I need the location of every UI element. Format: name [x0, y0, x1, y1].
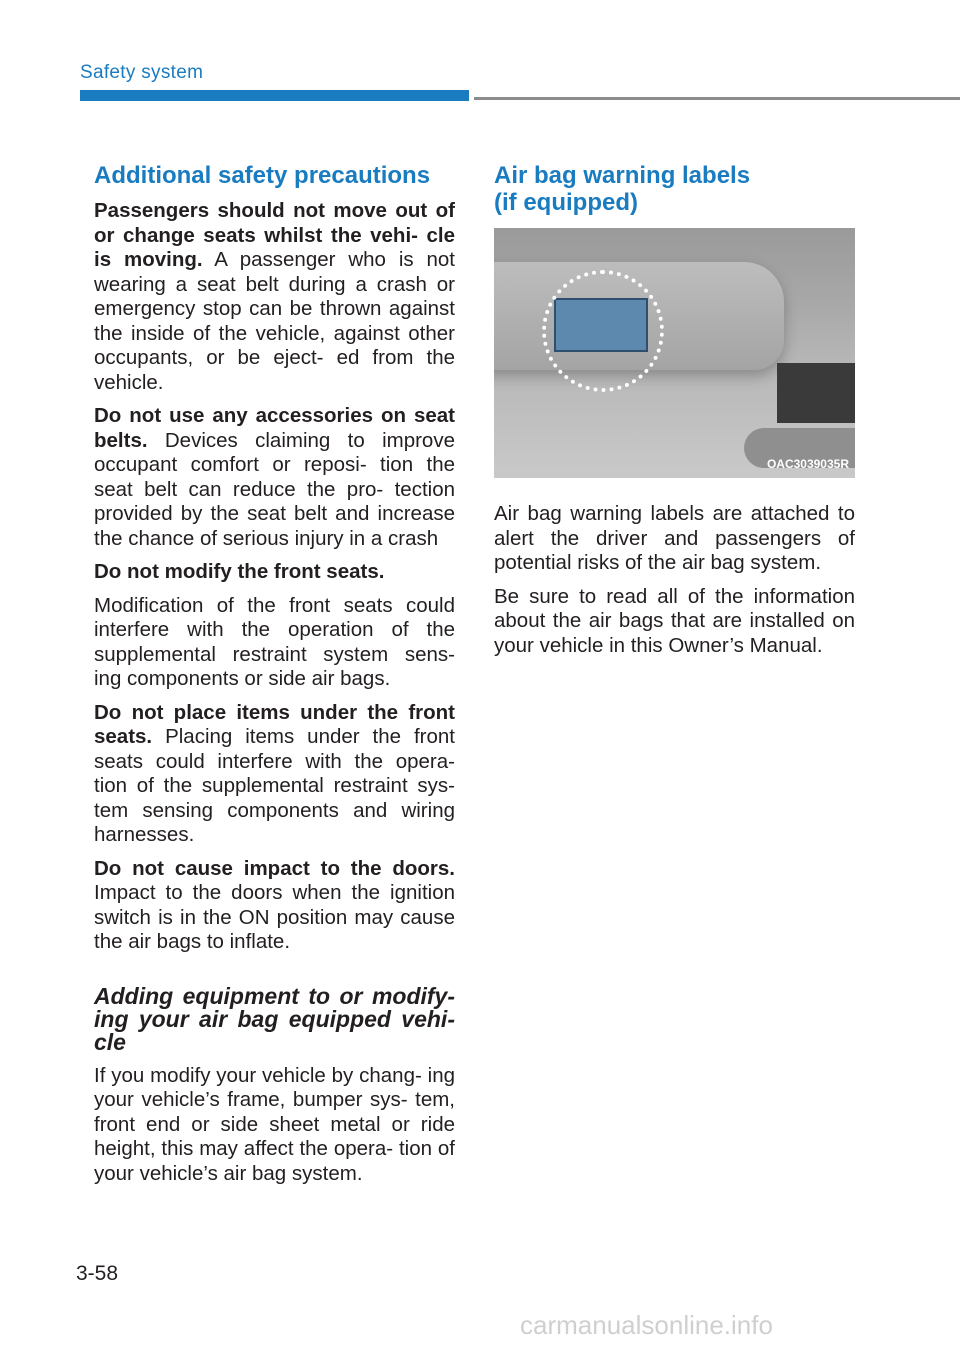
subheading-adding-equipment: Adding equipment to or modify- ing your air bag equipped vehi- cle — [94, 982, 455, 1055]
paragraph — [94, 404, 455, 551]
body-text: A passenger who is not wearing a seat belt during a crash or emergency stop can be thrown against the inside of the vehicle, against other occupants, or be eject- ed from the vehicle. — [94, 248, 455, 394]
heading-line: (if equipped) — [494, 189, 638, 216]
bold-lead: Do not cause impact to the doors. — [94, 856, 455, 880]
right-column — [494, 162, 855, 667]
window-edge — [777, 363, 855, 423]
body-text: Devices claiming to improve occupant comfort or reposi- tion the seat belt can reduce the pro- tection provided by the seat belt and increase the chance of serious injury in a crash — [94, 428, 455, 550]
highlight-circle — [542, 270, 664, 392]
left-column — [94, 162, 455, 1195]
paragraph — [94, 857, 455, 955]
section-header: Safety system — [80, 62, 204, 83]
body-text: Placing items under the front seats could interfere with the opera- tion of the supplemental restraint sys- tem sensing components and wiring harnesses. — [94, 725, 455, 846]
bold-lead: Passengers should not move out of or change seats whilst the vehi- cle is moving. — [94, 199, 455, 271]
airbag-label-photo — [494, 228, 855, 478]
paragraph: Air bag warning labels are attached to alert the driver and passengers of potential risks of the air bag system. — [494, 502, 855, 574]
image-code: OAC3039035R — [766, 456, 849, 471]
heading-line: Air bag warning labels — [494, 162, 751, 189]
bold-lead: Do not use any accessories on seat belts. — [94, 404, 455, 452]
paragraph: If you modify your vehicle by chang- ing your vehicle’s frame, bumper sys- tem, front end or side sheet metal or ride height, this may affect the opera- tion of your vehicle’s air bag system. — [94, 1063, 455, 1185]
bold-lead: Do not place items under the front seats. — [94, 700, 455, 748]
paragraph: Modification of the front seats could interfere with the operation of the supplemental restraint system sens- ing components or side air bags. — [94, 593, 455, 690]
header-bar-blue — [80, 90, 469, 101]
paragraph — [94, 199, 455, 395]
heading-additional-safety: Additional safety precautions — [94, 162, 431, 189]
page-number: 3-58 — [76, 1262, 119, 1285]
header-bar-grey — [474, 97, 960, 100]
body-text: Impact to the doors when the ignition switch is in the ON position may cause the air bags to inflate. — [94, 881, 455, 953]
heading-airbag-labels — [494, 162, 855, 216]
paragraph — [94, 701, 455, 848]
paragraph: Be sure to read all of the information about the air bags that are installed on your vehicle in this Owner’s Manual. — [494, 584, 855, 657]
watermark: carmanualsonline.info — [520, 1310, 773, 1340]
bold-paragraph: Do not modify the front seats. — [94, 560, 385, 583]
